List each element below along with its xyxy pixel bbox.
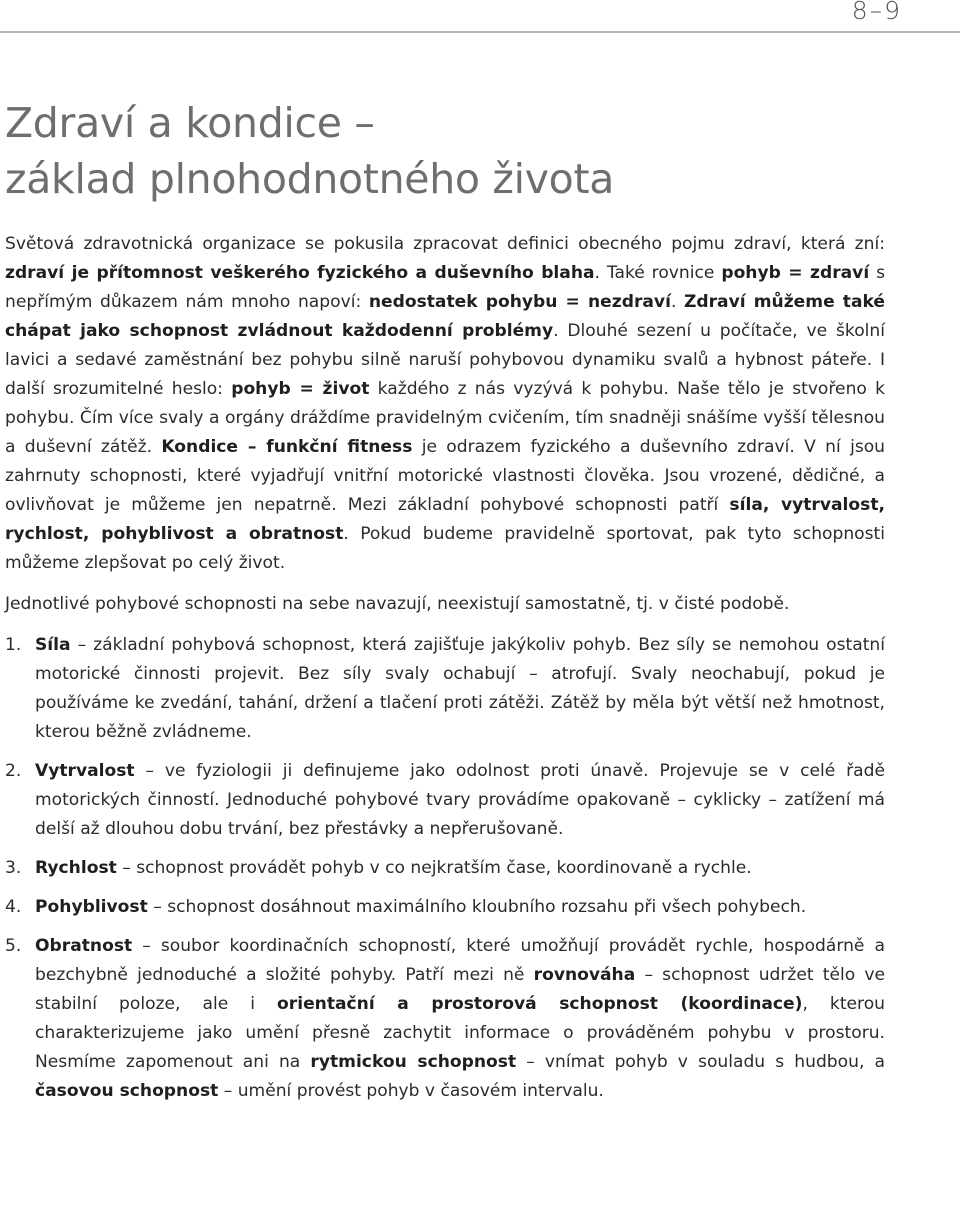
item-text <box>35 631 885 747</box>
list-item <box>5 893 885 922</box>
item-text <box>35 854 885 883</box>
second-paragraph: Jednotlivé pohybové schopnosti na sebe navazují, neexistují samostatně, tj. v čisté podobě. <box>5 594 790 614</box>
item-text <box>35 893 885 922</box>
list-item <box>5 757 885 844</box>
list-item <box>5 932 885 1106</box>
item-text <box>35 932 885 1106</box>
list-item <box>5 631 885 747</box>
intro-paragraph <box>5 230 885 578</box>
title-line-2: základ plnohodnotného života <box>5 155 615 203</box>
item-description: – vnímat pohyb v souladu s hudbou, a <box>516 1052 885 1072</box>
item-description: – soubor koordinačních schopností, které umožňují provádět rychle, hospodárně a bezchybně jednoduché a složité pohyby. Patří mezi ně <box>35 936 885 985</box>
intro-emphasis: pohyb = zdraví <box>721 263 870 283</box>
intro-text: Světová zdravotnická organizace se pokusila zpracovat definici obecného pojmu zdraví, která zní: <box>5 234 885 254</box>
intro-text: s nepřímým důkazem nám mnoho napoví: <box>5 263 886 312</box>
item-number: 5. <box>5 936 22 956</box>
intro-emphasis: Zdraví můžeme také chápat jako schopnost zvládnout každodenní problémy <box>5 292 886 341</box>
item-emphasis: rytmickou schopnost <box>310 1052 517 1072</box>
item-text <box>35 757 885 844</box>
item-number: 4. <box>5 897 22 917</box>
item-description: – schopnost udržet tělo ve stabilní poloze, ale i <box>35 965 886 1014</box>
intro-text: . Také rovnice <box>594 263 722 283</box>
item-description: – umění provést pohyb v časovém intervalu. <box>218 1081 604 1101</box>
page-number: 8–9 <box>851 0 902 25</box>
article-body <box>5 230 885 1116</box>
item-term: Rychlost <box>35 858 117 878</box>
item-emphasis: rovnováha <box>533 965 636 985</box>
header-rule <box>0 31 960 33</box>
abilities-list <box>5 631 885 1106</box>
list-item <box>5 854 885 883</box>
item-emphasis: orientační a prostorová schopnost (koordinace) <box>277 994 803 1014</box>
intro-emphasis: zdraví je přítomnost veškerého fyzického a duševního blaha <box>5 263 595 283</box>
intro-emphasis: síla, vytrvalost, rychlost, pohyblivost a obratnost <box>5 495 885 544</box>
intro-text: . Pokud budeme pravidelně sportovat, pak tyto schopnosti můžeme zlepšovat po celý život. <box>5 524 885 573</box>
intro-text: . Dlouhé sezení u počítače, ve školní lavici a sedavé zaměstnání bez pohybu silně naruší pohybovou dynamiku svalů a hybnost páteře. I další srozumitelné heslo: <box>5 321 885 399</box>
item-description: – základní pohybová schopnost, která zajišťuje jakýkoliv pohyb. Bez síly se nemohou ostatní motorické činnosti projevit. Bez síly svaly ochabují – atrofují. Svaly neochabují, pokud je používáme ke zvedání, tahání, držení a tlačení proti zátěži. Zátěž by měla být větší než hmotnost, kterou běžně zvládneme. <box>35 635 885 742</box>
intro-text: . <box>670 292 684 312</box>
item-number: 2. <box>5 761 22 781</box>
intro-text: je odrazem fyzického a duševního zdraví. V ní jsou zahrnuty schopnosti, které vyjadřují vnitřní motorické vlastnosti člověka. Jsou vrozené, dědičné, a ovlivňovat je můžeme jen nepatrně. Mezi základní pohybové schopnosti patří <box>5 437 886 515</box>
item-number: 3. <box>5 858 22 878</box>
item-emphasis: časovou schopnost <box>35 1081 219 1101</box>
item-description: – schopnost provádět pohyb v co nejkratším čase, koordinovaně a rychle. <box>116 858 752 878</box>
item-description: – ve fyziologii ji definujeme jako odolnost proti únavě. Projevuje se v celé řadě motorických činností. Jednoduché pohybové tvary provádíme opakovaně – cyklicky – zatížení má delší až dlouhou dobu trvání, bez přestávky a nepřerušovaně. <box>35 761 885 839</box>
intro-emphasis: pohyb = život <box>231 379 370 399</box>
item-description: – schopnost dosáhnout maximálního kloubního rozsahu při všech pohybech. <box>147 897 807 917</box>
intro-emphasis: Kondice – funkční fitness <box>161 437 413 457</box>
intro-emphasis: nedostatek pohybu = nezdraví <box>368 292 671 312</box>
intro-text: každého z nás vyzývá k pohybu. Naše tělo je stvořeno k pohybu. Čím více svaly a orgány dráždíme pravidelným cvičením, tím snadněji snášíme vyšší tělesnou a duševní zátěž. <box>5 379 885 457</box>
item-term: Obratnost <box>35 936 133 956</box>
page-title <box>5 95 614 207</box>
item-term: Pohyblivost <box>35 897 148 917</box>
item-term: Vytrvalost <box>35 761 135 781</box>
item-number: 1. <box>5 635 22 655</box>
title-line-1: Zdraví a kondice – <box>5 99 375 147</box>
item-term: Síla <box>35 635 71 655</box>
item-description: , kterou charakterizujeme jako umění přesně zachytit informace o prováděném pohybu v prostoru. Nesmíme zapomenout ani na <box>35 994 885 1072</box>
